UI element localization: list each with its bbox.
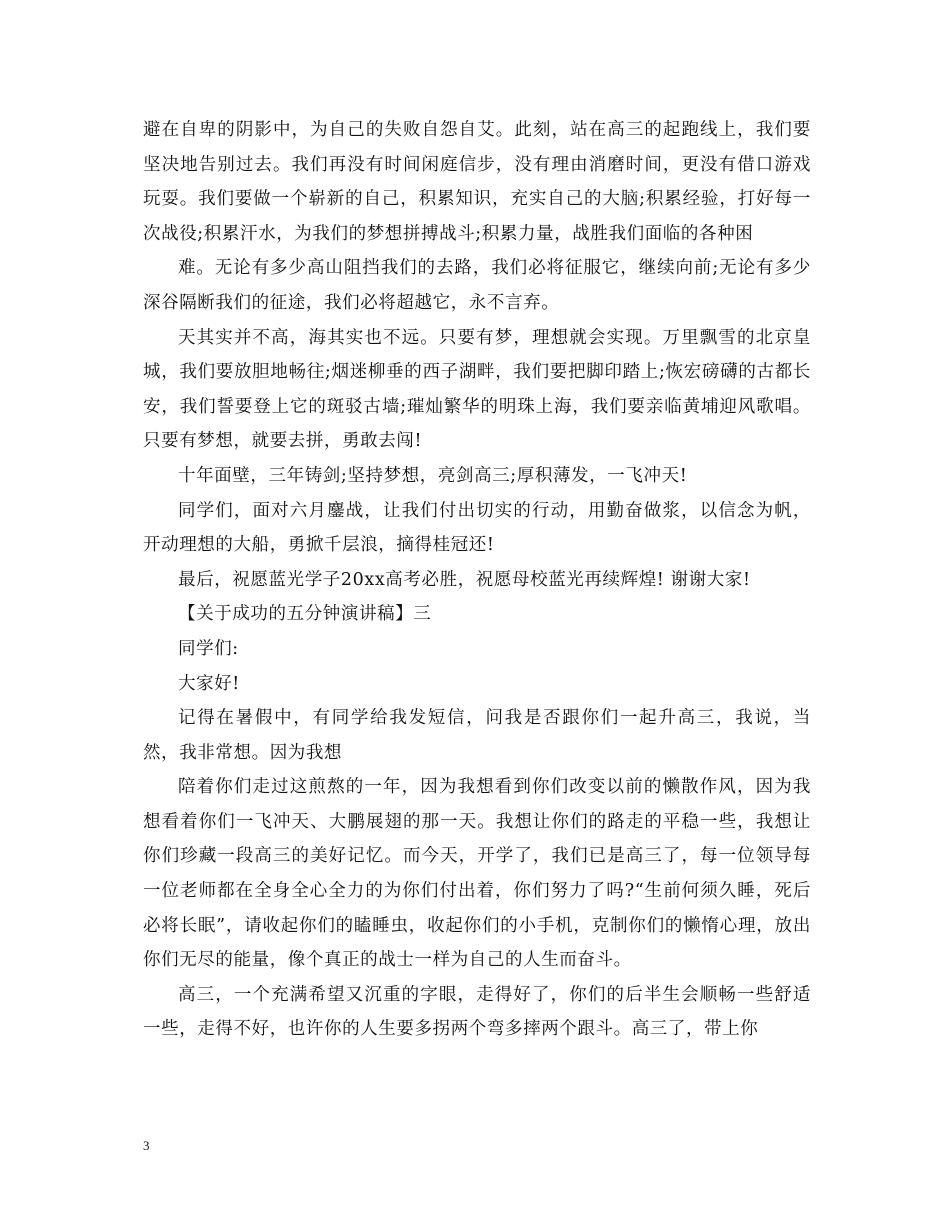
paragraph: 记得在暑假中，有同学给我发短信，问我是否跟你们一起升高三，我说，当然，我非常想。因为我想: [143, 708, 811, 763]
paragraph: 高三，一个充满希望又沉重的字眼，走得好了，你们的后半生会顺畅一些舒适一些，走得不好，也许你的人生要多拐两个弯多摔两个跟斗。高三了，带上你: [143, 984, 811, 1040]
section-heading: 【关于成功的五分钟演讲稿】三: [178, 604, 432, 625]
paragraph: 难。无论有多少高山阻挡我们的去路，我们必将征服它，继续向前;无论有多少深谷隔断我们的征途，我们必将超越它，永不言弃。: [143, 258, 811, 313]
paragraph: 同学们，面对六月鏖战，让我们付出切实的行动，用勤奋做浆，以信念为帆，开动理想的大船，勇掀千层浪，摘得桂冠还!: [143, 500, 811, 556]
paragraph: 陪着你们走过这煎熬的一年，因为我想看到你们改变以前的懒散作风，因为我想看着你们一飞冲天、大鹏展翅的那一天。我想让你们的路走的平稳一些，我想让你们珍藏一段高三的美好记忆。而今天，开学了，我们已是高三了，每一位领导每一位老师都在全身全心全力的为你们付出着，你们努力了吗?“生前何须久睡，死后必将长眠”，请收起你们的瞌睡虫，收起你们的小手机，克制你们的懒惰心理，放出你们无尽的能量，像个真正的战士一样为自己的人生而奋斗。: [143, 777, 811, 971]
page-number: 3: [143, 1138, 150, 1153]
paragraph: 避在自卑的阴影中，为自己的失败自怨自艾。此刻，站在高三的起跑线上，我们要坚决地告别过去。我们再没有时间闲庭信步，没有理由消磨时间，更没有借口游戏玩耍。我们要做一个崭新的自己，积累知识，充实自己的大脑;积累经验，打好每一次战役;积累汗水，为我们的梦想拼搏战斗;积累力量，战胜我们面临的各种困: [143, 120, 811, 244]
document-body: [143, 113, 811, 1047]
paragraph: 天其实并不高，海其实也不远。只要有梦，理想就会实现。万里飘雪的北京皇城，我们要放胆地畅往;烟迷柳垂的西子湖畔，我们要把脚印踏上;恢宏磅礴的古都长安，我们誓要登上它的斑驳古墙;璀灿繁华的明珠上海，我们要亲临黄埔迎风歌唱。只要有梦想，就要去拼，勇敢去闯!: [143, 327, 811, 452]
paragraph: 最后，祝愿蓝光学子20xx高考必胜，祝愿母校蓝光再续辉煌! 谢谢大家!: [178, 569, 751, 590]
paragraph: 十年面壁，三年铸剑;坚持梦想，亮剑高三;厚积薄发，一飞冲天!: [178, 465, 688, 486]
salutation: 同学们:: [178, 638, 239, 659]
greeting: 大家好!: [178, 673, 240, 694]
